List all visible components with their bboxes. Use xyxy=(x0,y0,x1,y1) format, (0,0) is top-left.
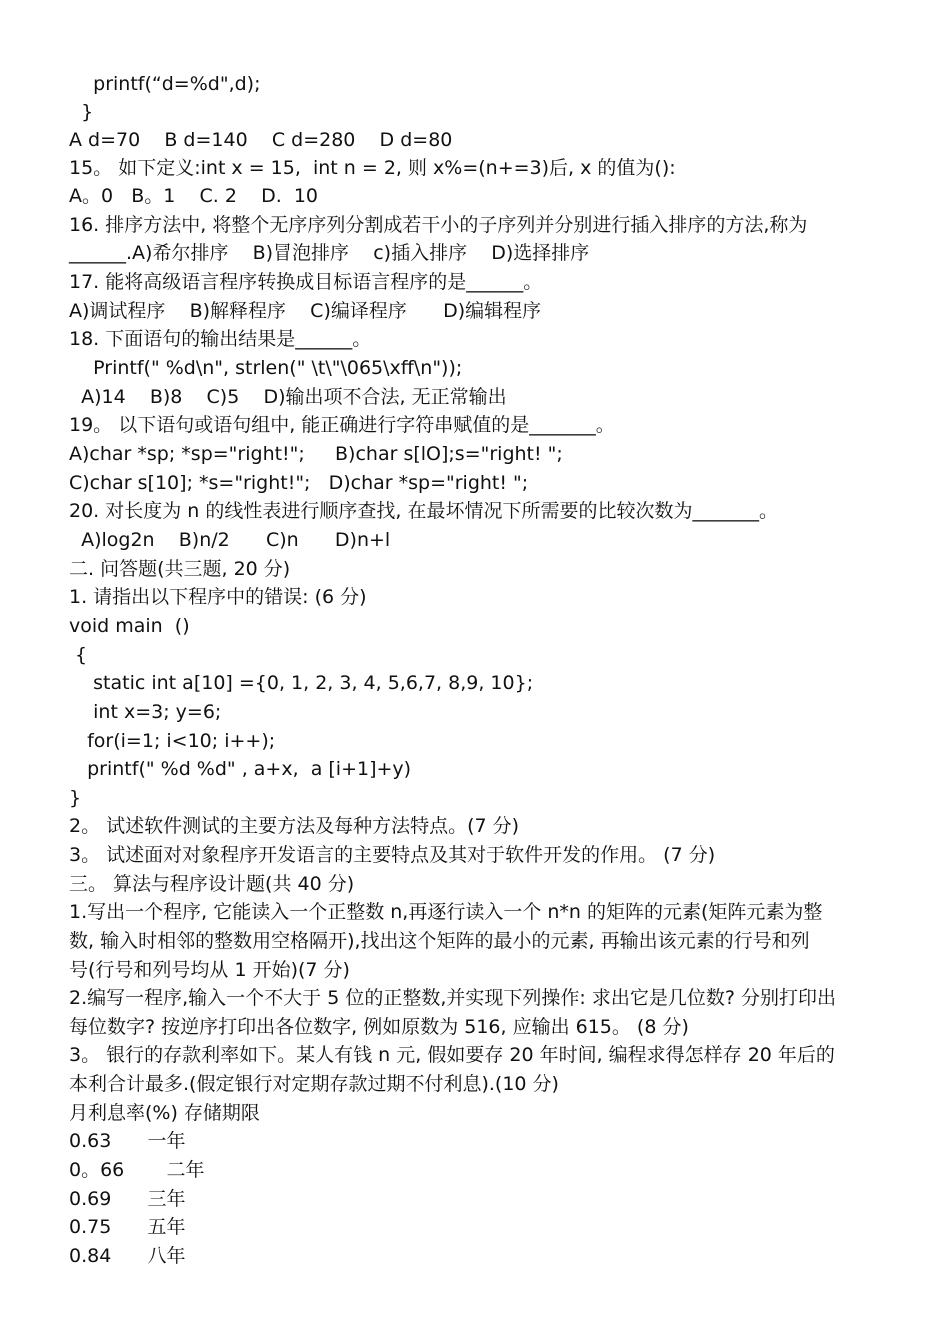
section-3-q1-line3: 号(行号和列号均从 1 开始)(7 分) xyxy=(69,959,350,981)
rate-table-row: 0.69 三年 xyxy=(69,1188,186,1210)
code-open-brace: { xyxy=(69,644,88,666)
q15-stem: 15。 如下定义:int x = 15, int n = 2, 则 x%=(n+=3)后, x 的值为(): xyxy=(69,157,676,179)
q20-options: A)log2n B)n/2 C)n D)n+l xyxy=(69,529,391,551)
q17-stem: 17. 能将高级语言程序转换成目标语言程序的是______。 xyxy=(69,271,543,293)
q18-options: A)14 B)8 C)5 D)输出项不合法, 无正常输出 xyxy=(69,386,507,408)
section-2-q3: 3。 试述面对对象程序开发语言的主要特点及其对于软件开发的作用。 (7 分) xyxy=(69,844,716,866)
section-3-q3-line2: 本利合计最多.(假定银行对定期存款过期不付利息).(10 分) xyxy=(69,1073,559,1095)
q14-options: A d=70 B d=140 C d=280 D d=80 xyxy=(69,129,453,151)
code-void-main: void main () xyxy=(69,615,190,637)
q18-stem: 18. 下面语句的输出结果是______。 xyxy=(69,328,372,350)
q16-stem: 16. 排序方法中, 将整个无序序列分割成若干小的子序列并分别进行插入排序的方法,称为 xyxy=(69,214,808,236)
section-2-heading: 二. 问答题(共三题, 20 分) xyxy=(69,558,291,580)
code-int-decl: int x=3; y=6; xyxy=(69,701,222,723)
code-end-brace: } xyxy=(69,787,82,809)
code-for-loop: for(i=1; i<10; i++); xyxy=(69,730,276,752)
rate-table-row: 0.84 八年 xyxy=(69,1245,186,1267)
q20-stem: 20. 对长度为 n 的线性表进行顺序查找, 在最坏情况下所需要的比较次数为_______。 xyxy=(69,500,778,522)
section-3-q2-line2: 每位数字? 按逆序打印出各位数字, 例如原数为 516, 应输出 615。 (8 分) xyxy=(69,1016,689,1038)
section-2-q1: 1. 请指出以下程序中的错误: (6 分) xyxy=(69,586,367,608)
rate-table-row: 0。66 二年 xyxy=(69,1159,205,1181)
q17-options: A)调试程序 B)解释程序 C)编译程序 D)编辑程序 xyxy=(69,300,542,322)
section-3-q3-line1: 3。 银行的存款利率如下。某人有钱 n 元, 假如要存 20 年时间, 编程求得怎样存 20 年后的 xyxy=(69,1044,835,1066)
q19-stem: 19。 以下语句或语句组中, 能正确进行字符串赋值的是_______。 xyxy=(69,414,615,436)
rate-table-row: 0.75 五年 xyxy=(69,1216,186,1238)
rate-table-header: 月利息率(%) 存储期限 xyxy=(69,1102,260,1124)
code-line-close-brace: } xyxy=(69,101,94,123)
q19-options-ab: A)char *sp; *sp="right!"; B)char s[lO];s="right! "; xyxy=(69,443,563,465)
section-3-q1-line1: 1.写出一个程序, 它能读入一个正整数 n,再逐行读入一个 n*n 的矩阵的元素(矩阵元素为整 xyxy=(69,901,823,923)
q15-options: A。0 B。1 C. 2 D. 10 xyxy=(69,185,319,207)
q19-options-cd: C)char s[10]; *s="right!"; D)char *sp="right! "; xyxy=(69,472,529,494)
section-3-heading: 三。 算法与程序设计题(共 40 分) xyxy=(69,873,355,895)
q18-code: Printf(" %d\n", strlen(" \t\"\065\xff\n")); xyxy=(69,357,463,379)
section-2-q2: 2。 试述软件测试的主要方法及每种方法特点。(7 分) xyxy=(69,815,520,837)
code-line-printf: printf(“d=%d",d); xyxy=(69,73,261,95)
rate-table-row: 0.63 一年 xyxy=(69,1130,186,1152)
code-printf: printf(" %d %d" , a+x, a [i+1]+y) xyxy=(69,758,412,780)
section-3-q1-line2: 数, 输入时相邻的整数用空格隔开),找出这个矩阵的最小的元素, 再输出该元素的行号和列 xyxy=(69,930,810,952)
q16-options: ______.A)希尔排序 B)冒泡排序 c)插入排序 D)选择排序 xyxy=(69,242,590,264)
section-3-q2-line1: 2.编写一程序,输入一个不大于 5 位的正整数,并实现下列操作: 求出它是几位数? 分别打印出 xyxy=(69,987,836,1009)
code-static-array: static int a[10] ={0, 1, 2, 3, 4, 5,6,7, 8,9, 10}; xyxy=(69,672,534,694)
